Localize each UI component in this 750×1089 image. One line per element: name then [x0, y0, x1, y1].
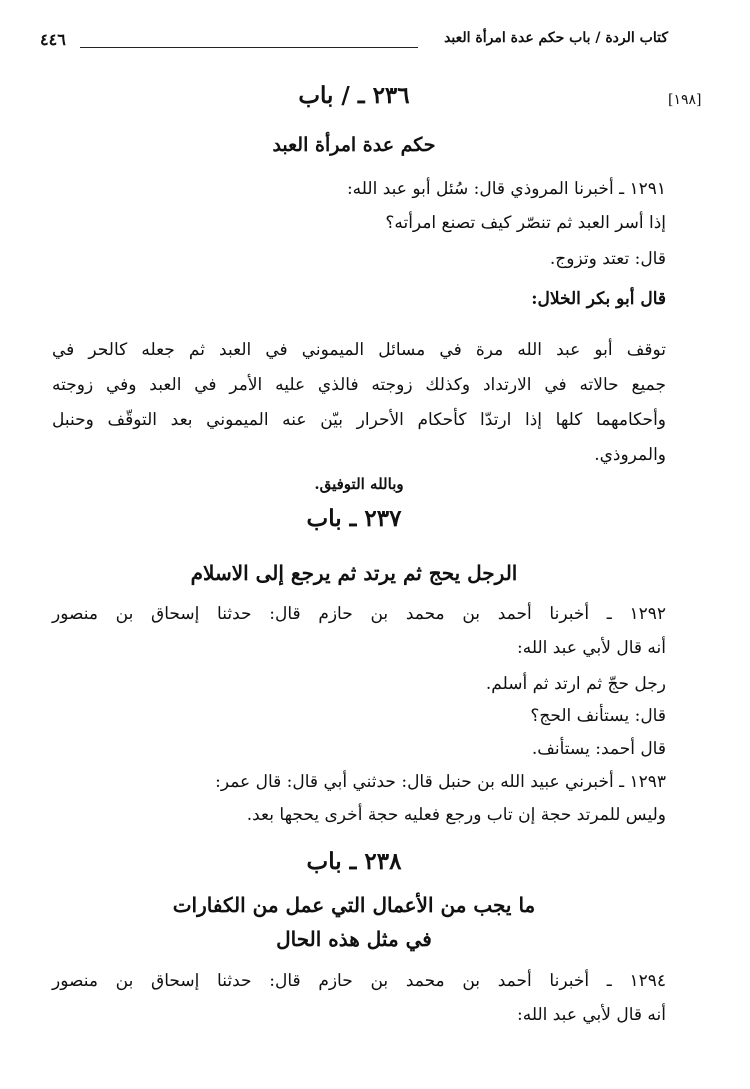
page-header [40, 30, 668, 56]
chapter-heading-237: ٢٣٧ ـ باب [306, 505, 402, 532]
text-line: جميع حالاته في الارتداد وكذلك زوجته فالذي عليه الأمر في العبد وفي زوجته [52, 375, 666, 395]
text-line: أنه قال لأبي عبد الله: [516, 638, 666, 658]
chapter-title-238-line2: في مثل هذه الحال [276, 927, 432, 951]
text-line: قال: تعتد وتزوج. [549, 249, 666, 269]
closing-line: وبالله التوفيق. [314, 475, 404, 493]
text-line: قال أبو بكر الخلال: [531, 289, 666, 309]
chapter-title-237: الرجل يحج ثم يرتد ثم يرجع إلى الاسلام [190, 561, 518, 585]
text-line: ١٢٩٢ ـ أخبرنا أحمد بن محمد بن حازم قال: حدثنا إسحاق بن منصور [52, 604, 666, 624]
chapter-title-238-line1: ما يجب من الأعمال التي عمل من الكفارات [172, 893, 536, 917]
text-line: رجل حجّ ثم ارتد ثم أسلم. [485, 674, 666, 694]
text-line: قال أحمد: يستأنف. [531, 739, 666, 759]
text-line: وليس للمرتد حجة إن تاب ورجع فعليه حجة أخرى يحجها بعد. [246, 805, 666, 825]
header-rule [80, 47, 418, 48]
margin-reference: [١٩٨] [668, 92, 702, 108]
running-title: كتاب الردة / باب حكم عدة امرأة العبد [444, 30, 668, 46]
text-line: أنه قال لأبي عبد الله: [516, 1005, 666, 1025]
text-line: ١٢٩١ ـ أخبرنا المروذي قال: سُئل أبو عبد الله: [346, 179, 666, 199]
text-line: والمروذي. [594, 445, 666, 465]
page-number: ٤٤٦ [40, 30, 66, 49]
text-line: إذا أسر العبد ثم تنصّر كيف تصنع امرأته؟ [385, 213, 666, 233]
text-line: توقف أبو عبد الله مرة في مسائل الميموني في العبد ثم جعله كالحر في [52, 340, 666, 360]
chapter-title-236: حكم عدة امرأة العبد [272, 134, 436, 156]
text-line: ١٢٩٣ ـ أخبرني عبيد الله بن حنبل قال: حدثني أبي قال: قال عمر: [215, 772, 666, 792]
text-line: وأحكامهما كلها إذا ارتدّا كأحكام الأحرار بيّن عنه الميموني بعد التوقّف وحنبل [52, 410, 666, 430]
text-line: قال: يستأنف الحج؟ [530, 706, 666, 726]
text-line: ١٢٩٤ ـ أخبرنا أحمد بن محمد بن حازم قال: حدثنا إسحاق بن منصور [52, 971, 666, 991]
chapter-heading-236: ٢٣٦ ـ / باب [298, 82, 410, 109]
chapter-heading-238: ٢٣٨ ـ باب [306, 848, 402, 875]
